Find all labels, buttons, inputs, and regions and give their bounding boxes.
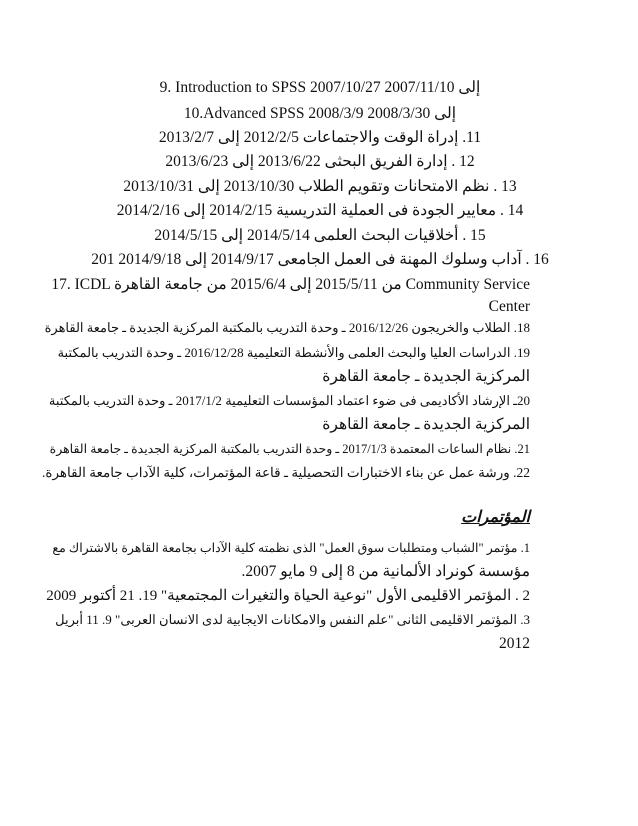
- course-item-13: 13 . نظم الامتحانات وتقويم الطلاب 2013/10/30 إلى 2013/10/31: [123, 178, 517, 195]
- course-item-17-cont: Center: [488, 298, 530, 315]
- course-item-20: 20ـ الإرشاد الأكاديمى فى ضوء اعتماد المؤسسات التعليمية 2017/1/2 ـ وحدة التدريب بالمكتبة: [48, 393, 530, 408]
- course-item-17: 17. ICDL من 2015/5/11 إلى 2015/6/4 من جامعة القاهرة Community Service: [51, 276, 530, 293]
- course-item-11: 11. إدراة الوقت والاجتماعات 2012/2/5 إلى 2013/2/7: [158, 129, 482, 146]
- course-item-14: 14 . معايير الجودة فى العملية التدريسية 2014/2/15 إلى 2014/2/16: [116, 202, 524, 219]
- course-item-20-cont: المركزية الجديدة ـ جامعة القاهرة: [322, 416, 530, 433]
- conferences-heading: المؤتمرات: [461, 509, 530, 526]
- conference-item-2: 2 . المؤتمر الاقليمى الأول "نوعية الحياة والتغيرات المجتمعية" 19. 21 أكتوبر 2009: [46, 588, 530, 604]
- course-item-10: 10.Advanced SPSS 2008/3/9 إلى 2008/3/30: [183, 105, 457, 122]
- course-item-16: 16 . آداب وسلوك المهنة فى العمل الجامعى 2014/9/17 إلى 2014/9/18 201: [91, 251, 549, 268]
- conference-item-3-cont: 2012: [499, 635, 530, 652]
- course-item-19: 19. الدراسات العليا والبحث العلمى والأنشطة التعليمية 2016/12/28 ـ وحدة التدريب بالمكتبة: [57, 345, 530, 360]
- course-item-9: 9. Introduction to SPSS 2007/10/27 إلى 2007/11/10: [159, 79, 481, 96]
- course-item-15: 15 . أخلاقيات البحث العلمى 2014/5/14 إلى 2014/5/15: [154, 227, 486, 244]
- course-item-12: 12 . إدارة الفريق البحثى 2013/6/22 إلى 2013/6/23: [165, 153, 475, 170]
- conference-item-1: 1. مؤتمر "الشباب ومتطلبات سوق العمل" الذى نظمته كلية الآداب بجامعة القاهرة بالاشتراك مع: [52, 541, 530, 555]
- course-item-22: 22. ورشة عمل عن بناء الاختبارات التحصيلية ـ قاعة المؤتمرات، كلية الآداب جامعة القاهرة.: [42, 465, 530, 480]
- course-item-18: 18. الطلاب والخريجون 2016/12/26 ـ وحدة التدريب بالمكتبة المركزية الجديدة ـ جامعة القاهرة: [44, 320, 530, 335]
- conference-item-3: 3. المؤتمر الاقليمى الثانى "علم النفس والامكانات الايجابية لدى الانسان العربى" 9. 11 أبريل: [55, 612, 530, 627]
- course-item-21: 21. نظام الساعات المعتمدة 2017/1/3 ـ وحدة التدريب بالمكتبة المركزية الجديدة ـ جامعة القاهرة: [49, 442, 530, 456]
- course-item-19-cont: المركزية الجديدة ـ جامعة القاهرة: [322, 368, 530, 385]
- conference-item-1-cont: مؤسسة كونراد الألمانية من 8 إلى 9 مايو 2007.: [241, 563, 530, 580]
